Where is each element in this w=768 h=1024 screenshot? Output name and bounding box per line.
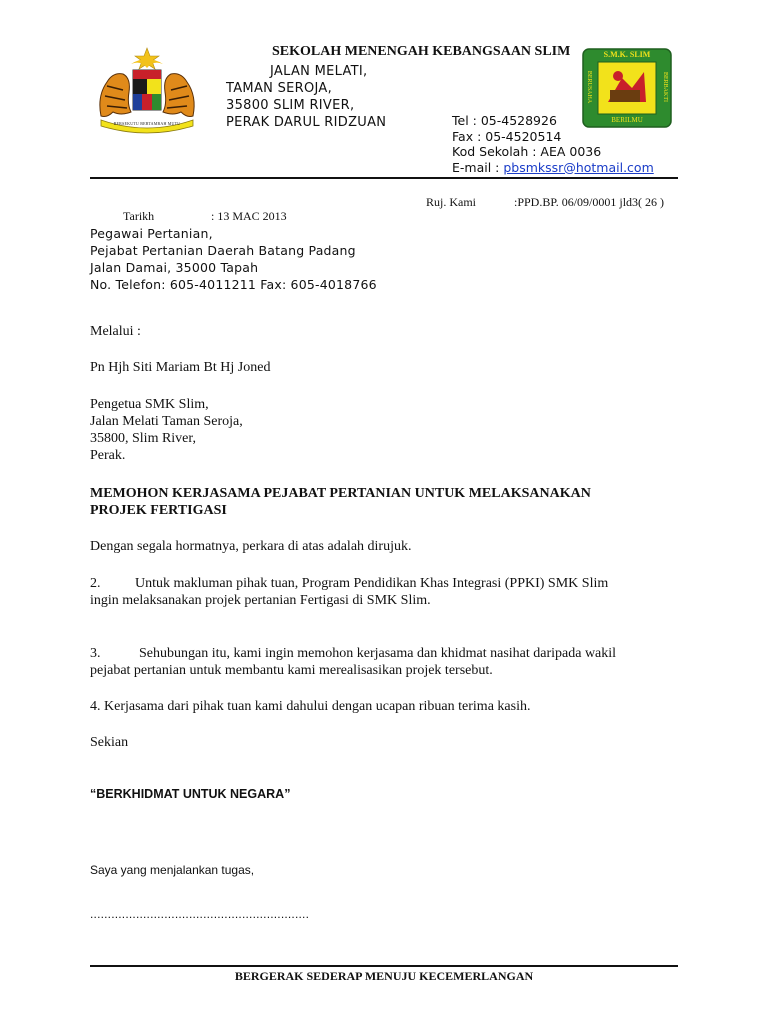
recipient-line: Pejabat Pertanian Daerah Batang Padang — [90, 243, 356, 258]
logo-top-text: S.M.K. SLIM — [603, 50, 651, 59]
footer-divider — [90, 965, 678, 967]
paragraph-3-line: Sehubungan itu, kami ingin memohon kerjasama dan khidmat nasihat daripada wakil — [139, 646, 617, 661]
principal-address-line: Pengetua SMK Slim, — [90, 397, 209, 412]
recipient-block — [90, 225, 377, 293]
footer-slogan: BERGERAK SEDERAP MENUJU KECEMERLANGAN — [234, 969, 534, 983]
address-line: TAMAN SEROJA, — [226, 81, 333, 96]
service-motto: “BERKHIDMAT UNTUK NEGARA” — [90, 787, 291, 801]
crest-motto: BERSEKUTU BERTAMBAH MUTU — [113, 121, 181, 126]
logo-right-text: BERBAKTI — [662, 72, 668, 102]
address-line: JALAN MELATI, — [270, 64, 368, 79]
school-address — [226, 63, 386, 131]
recipient-line: No. Telefon: 605-4011211 Fax: 605-4018766 — [90, 277, 377, 292]
greeting: Dengan segala hormatnya, perkara di atas adalah dirujuk. — [90, 539, 412, 554]
reference-label: Ruj. Kami — [426, 195, 476, 209]
address-line: PERAK DARUL RIDZUAN — [226, 115, 387, 130]
email-link[interactable]: pbsmkssr@hotmail.com — [503, 159, 654, 175]
school-name: SEKOLAH MENENGAH KEBANGSAAN SLIM — [272, 44, 571, 59]
paragraph-2-line: Untuk makluman pihak tuan, Program Pendidikan Khas Integrasi (PPKI) SMK Slim — [135, 576, 609, 591]
principal-name: Pn Hjh Siti Mariam Bt Hj Joned — [90, 360, 271, 375]
email-label: E-mail : — [452, 159, 504, 175]
principal-address-line: 35800, Slim River, — [90, 431, 196, 446]
recipient-line: Pegawai Pertanian, — [90, 226, 213, 241]
school-code: Kod Sekolah : AEA 0036 — [452, 144, 602, 159]
signature-line: .............................................................. — [90, 907, 310, 921]
reference-value: :PPD.BP. 06/09/0001 jld3( 26 ) — [514, 195, 665, 209]
header-divider — [90, 177, 678, 179]
principal-address-line: Jalan Melati Taman Seroja, — [90, 414, 243, 429]
date-label: Tarikh — [123, 209, 155, 223]
paragraph-2-number: 2. — [90, 576, 101, 591]
paragraph-3-number: 3. — [90, 646, 101, 661]
through-label: Melalui : — [90, 324, 141, 339]
email-row — [452, 160, 654, 176]
logo-bottom-text: BERILMU — [611, 116, 643, 124]
fax-number: Fax : 05-4520514 — [452, 128, 562, 144]
recipient-line: Jalan Damai, 35000 Tapah — [90, 260, 259, 275]
subject-line: PROJEK FERTIGASI — [90, 503, 227, 518]
paragraph-2-line: ingin melaksanakan projek pertanian Fertigasi di SMK Slim. — [90, 593, 431, 608]
address-line: 35800 SLIM RIVER, — [226, 98, 355, 113]
paragraph-4: 4. Kerjasama dari pihak tuan kami dahului dengan ucapan ribuan terima kasih. — [90, 699, 531, 714]
closing: Sekian — [90, 735, 129, 750]
logo-left-text: BERUSAHA — [586, 70, 592, 104]
principal-address — [90, 396, 243, 464]
subject-heading — [90, 485, 591, 519]
subject-line: MEMOHON KERJASAMA PEJABAT PERTANIAN UNTUK MELAKSANAKAN — [90, 486, 591, 501]
date-value: : 13 MAC 2013 — [211, 209, 287, 223]
paragraph-3-line: pejabat pertanian untuk membantu kami merealisasikan projek tersebut. — [90, 663, 493, 678]
national-crest — [93, 46, 201, 134]
signoff: Saya yang menjalankan tugas, — [90, 863, 255, 877]
tel-number: Tel : 05-4528926 — [452, 113, 557, 128]
school-logo — [582, 48, 672, 128]
principal-address-line: Perak. — [90, 448, 126, 463]
